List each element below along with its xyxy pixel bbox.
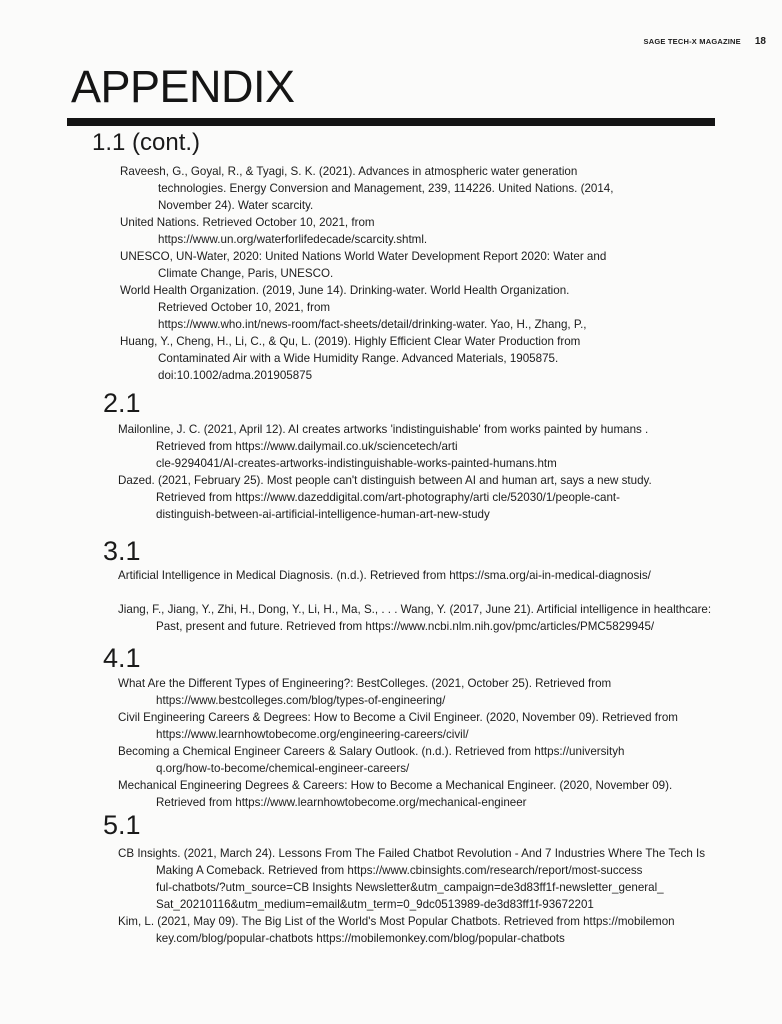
section-2-1 xyxy=(0,390,782,523)
section-heading: 1.1 (cont.) xyxy=(92,129,201,156)
section-heading: 2.1 xyxy=(103,388,141,418)
section-heading: 5.1 xyxy=(103,810,141,840)
page-header xyxy=(644,36,766,47)
reference-list xyxy=(118,675,758,811)
section-heading: 3.1 xyxy=(103,536,141,566)
title-rule xyxy=(67,118,715,126)
reference-item: United Nations. Retrieved October 10, 2021, from https://www.un.org/waterforlifedecade/scarcity.shtml. xyxy=(120,216,428,246)
section-heading: 4.1 xyxy=(103,643,141,673)
reference-item: Civil Engineering Careers & Degrees: How to Become a Civil Engineer. (2020, November 09). Retrieved from https://www.learnhowtobecome.org/engineering-careers/civil/ xyxy=(118,711,678,741)
reference-list xyxy=(120,163,740,384)
page-title: APPENDIX xyxy=(71,61,295,112)
reference-item: Kim, L. (2021, May 09). The Big List of the World's Most Popular Chatbots. Retrieved from https://mobilemon key.com/blog/popular-chatbots https://mobilemonkey.com/blog/popular-chatbots xyxy=(118,915,675,945)
reference-item: UNESCO, UN-Water, 2020: United Nations World Water Development Report 2020: Water and Climate Change, Paris, UNESCO. xyxy=(120,250,607,280)
section-5-1 xyxy=(0,812,782,947)
reference-item: CB Insights. (2021, March 24). Lessons From The Failed Chatbot Revolution - And 7 Industries Where The Tech Is Making A Comeback. Retrieved from https://www.cbinsights.com/research/report/most-success ful-chatbots/?utm_source=CB Insights Newsletter&utm_campaign=de3d83ff1f-newsletter_general_ Sat_20210116&utm_medium=email&utm_term=0_9dc0513989-de3d83ff1f-93672201 xyxy=(118,847,706,911)
section-4-1 xyxy=(0,645,782,811)
reference-item: What Are the Different Types of Engineering?: BestColleges. (2021, October 25). Retrieved from https://www.bestcolleges.com/blog/types-of-engineering/ xyxy=(118,677,612,707)
reference-list xyxy=(118,421,758,523)
reference-item: Jiang, F., Jiang, Y., Zhi, H., Dong, Y., Li, H., Ma, S., . . . Wang, Y. (2017, June 21). Artificial intelligence in healthcare: Past, present and future. Retrieved from https://www.ncbi.nlm.nih.gov/pmc/articles/PMC5829945/ xyxy=(118,603,712,633)
section-1-1 xyxy=(0,131,782,384)
reference-item: Mailonline, J. C. (2021, April 12). AI creates artworks 'indistinguishable' from works painted by humans . Retrieved from https://www.dailymail.co.uk/sciencetech/arti cle-9294041/AI-creates-artworks-indistinguishable-works-painted-humans.htm xyxy=(118,423,649,470)
reference-item: Artificial Intelligence in Medical Diagnosis. (n.d.). Retrieved from https://sma.org/ai-in-medical-diagnosis/ xyxy=(118,569,651,582)
reference-item: Mechanical Engineering Degrees & Careers: How to Become a Mechanical Engineer. (2020, November 09). Retrieved from https://www.learnhowtobecome.org/mechanical-engineer xyxy=(118,779,673,809)
reference-item: World Health Organization. (2019, June 14). Drinking-water. World Health Organization. Retrieved October 10, 2021, from https://www.who.int/news-room/fact-sheets/detail/drinking-water. Yao, H., Zhang, P., xyxy=(120,284,587,331)
reference-item: Huang, Y., Cheng, H., Li, C., & Qu, L. (2019). Highly Efficient Clear Water Production from Contaminated Air with a Wide Humidity Range. Advanced Materials, 1905875. doi:10.1002/adma.201905875 xyxy=(120,335,581,382)
reference-item: Dazed. (2021, February 25). Most people can't distinguish between AI and human art, says a new study. Retrieved from https://www.dazeddigital.com/art-photography/arti cle/52030/1/people-cant- distinguish-between-ai-artificial-intelligence-human-art-new-study xyxy=(118,474,652,521)
reference-list xyxy=(118,845,768,947)
reference-list xyxy=(118,567,768,635)
reference-item: Becoming a Chemical Engineer Careers & Salary Outlook. (n.d.). Retrieved from https://universityh q.org/how-to-become/chemical-engineer-careers/ xyxy=(118,745,625,775)
section-3-1 xyxy=(0,538,782,635)
reference-item: Raveesh, G., Goyal, R., & Tyagi, S. K. (2021). Advances in atmospheric water generation technologies. Energy Conversion and Management, 239, 114226. United Nations. (2014, November 24). Water scarcity. xyxy=(120,165,614,212)
page-number: 18 xyxy=(754,36,766,47)
magazine-name: SAGE TECH-X MAGAZINE xyxy=(643,37,741,46)
